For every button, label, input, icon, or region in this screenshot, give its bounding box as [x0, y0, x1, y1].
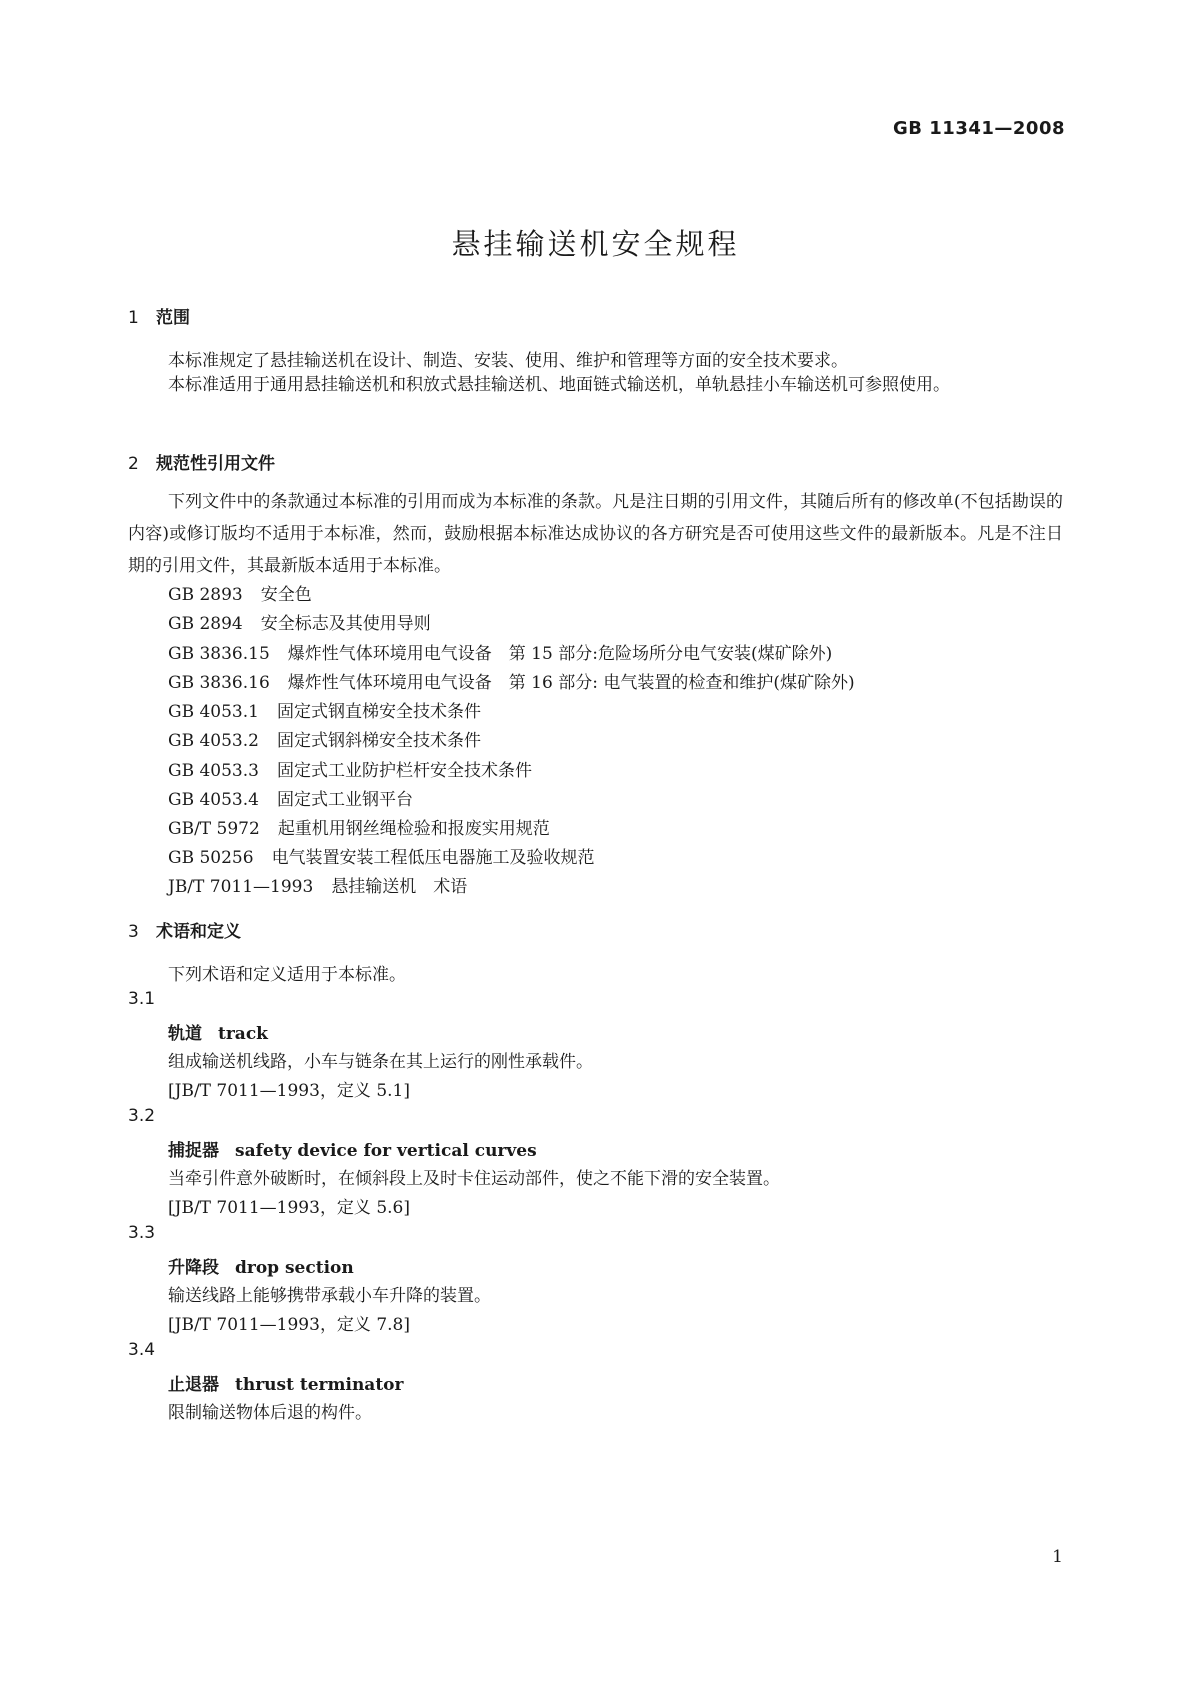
term-definition: 当牵引件意外破断时，在倾斜段上及时卡住运动部件，使之不能下滑的安全装置。 — [168, 1169, 780, 1189]
term-en: drop section — [235, 1258, 354, 1278]
reference-code: GB 4053.2 — [168, 731, 259, 751]
term-zh: 捕捉器 — [168, 1141, 219, 1161]
reference-code: GB 50256 — [168, 848, 254, 868]
reference-title: 电气装置安装工程低压电器施工及验收规范 — [271, 848, 595, 868]
reference-title: 固定式工业防护栏杆安全技术条件 — [276, 761, 532, 781]
term-zh: 止退器 — [168, 1375, 219, 1395]
reference-item — [168, 697, 481, 722]
term-source: [JB/T 7011—1993，定义 7.8] — [168, 1315, 411, 1335]
reference-item — [168, 872, 467, 897]
reference-title: 悬挂输送机 术语 — [331, 877, 468, 897]
term-zh: 升降段 — [168, 1258, 219, 1278]
term-entry — [168, 1019, 268, 1044]
term-definition: 输送线路上能够携带承载小车升降的装置。 — [168, 1286, 491, 1306]
clause-number: 3.3 — [128, 1223, 156, 1243]
reference-title: 起重机用钢丝绳检验和报废实用规范 — [277, 819, 550, 839]
reference-title: 安全色 — [260, 585, 312, 605]
term-entry — [168, 1136, 537, 1161]
term-en: thrust terminator — [235, 1375, 404, 1395]
clause-number: 3.4 — [128, 1340, 156, 1360]
reference-code: GB 4053.3 — [168, 761, 259, 781]
reference-title: 固定式工业钢平台 — [276, 790, 413, 810]
section-number: 3 — [128, 922, 139, 942]
reference-item — [168, 639, 832, 664]
reference-title: 爆炸性气体环境用电气设备 第 15 部分:危险场所分电气安装(煤矿除外) — [287, 644, 833, 664]
reference-code: GB 4053.4 — [168, 790, 259, 810]
section-3-heading — [128, 917, 241, 942]
reference-item — [168, 726, 481, 751]
clause-number: 3.1 — [128, 989, 156, 1009]
document-number: GB 11341—2008 — [893, 118, 1065, 139]
term-source: [JB/T 7011—1993，定义 5.1] — [168, 1081, 411, 1101]
reference-item — [168, 843, 595, 868]
reference-item — [168, 785, 413, 810]
reference-title: 固定式钢斜梯安全技术条件 — [276, 731, 481, 751]
term-definition: 组成输送机线路，小车与链条在其上运行的刚性承载件。 — [168, 1052, 593, 1072]
reference-item — [168, 580, 312, 605]
reference-code: GB 2894 — [168, 614, 243, 634]
term-en: safety device for vertical curves — [235, 1141, 537, 1161]
paragraph: 本标准适用于通用悬挂输送机和积放式悬挂输送机、地面链式输送机，单轨悬挂小车输送机可参照使用。 — [168, 375, 950, 395]
reference-title: 爆炸性气体环境用电气设备 第 16 部分: 电气装置的检查和维护(煤矿除外) — [287, 673, 855, 693]
term-entry — [168, 1253, 354, 1278]
reference-code: GB 3836.15 — [168, 644, 270, 664]
paragraph: 本标准规定了悬挂输送机在设计、制造、安装、使用、维护和管理等方面的安全技术要求。 — [168, 351, 848, 371]
reference-code: GB 3836.16 — [168, 673, 270, 693]
reference-title: 安全标志及其使用导则 — [260, 614, 431, 634]
reference-item — [168, 756, 532, 781]
section-title: 规范性引用文件 — [156, 454, 275, 474]
term-entry — [168, 1370, 403, 1395]
reference-item — [168, 609, 431, 634]
term-source: [JB/T 7011—1993，定义 5.6] — [168, 1198, 411, 1218]
section-number: 2 — [128, 454, 139, 474]
paragraph: 下列术语和定义适用于本标准。 — [168, 965, 406, 985]
section-number: 1 — [128, 308, 139, 328]
page-title: 悬挂输送机安全规程 — [451, 227, 740, 261]
section-2-heading — [128, 449, 275, 474]
reference-code: GB/T 5972 — [168, 819, 260, 839]
reference-code: JB/T 7011—1993 — [168, 877, 314, 897]
clause-number: 3.2 — [128, 1106, 156, 1126]
section-1-heading — [128, 303, 190, 328]
section-title: 术语和定义 — [156, 922, 241, 942]
term-en: track — [218, 1024, 268, 1044]
reference-item — [168, 814, 550, 839]
term-definition: 限制输送物体后退的构件。 — [168, 1403, 372, 1423]
term-zh: 轨道 — [168, 1024, 202, 1044]
reference-item — [168, 668, 855, 693]
reference-title: 固定式钢直梯安全技术条件 — [276, 702, 481, 722]
reference-code: GB 2893 — [168, 585, 243, 605]
page-number: 1 — [1052, 1547, 1063, 1567]
section-title: 范围 — [156, 308, 190, 328]
paragraph: 下列文件中的条款通过本标准的引用而成为本标准的条款。凡是注日期的引用文件，其随后所有的修改单(不包括勘误的内容)或修订版均不适用于本标准，然而，鼓励根据本标准达成协议的各方研究是否可使用这些文件的最新版本。凡是不注日期的引用文件，其最新版本适用于本标准。 — [128, 492, 1063, 576]
reference-code: GB 4053.1 — [168, 702, 259, 722]
